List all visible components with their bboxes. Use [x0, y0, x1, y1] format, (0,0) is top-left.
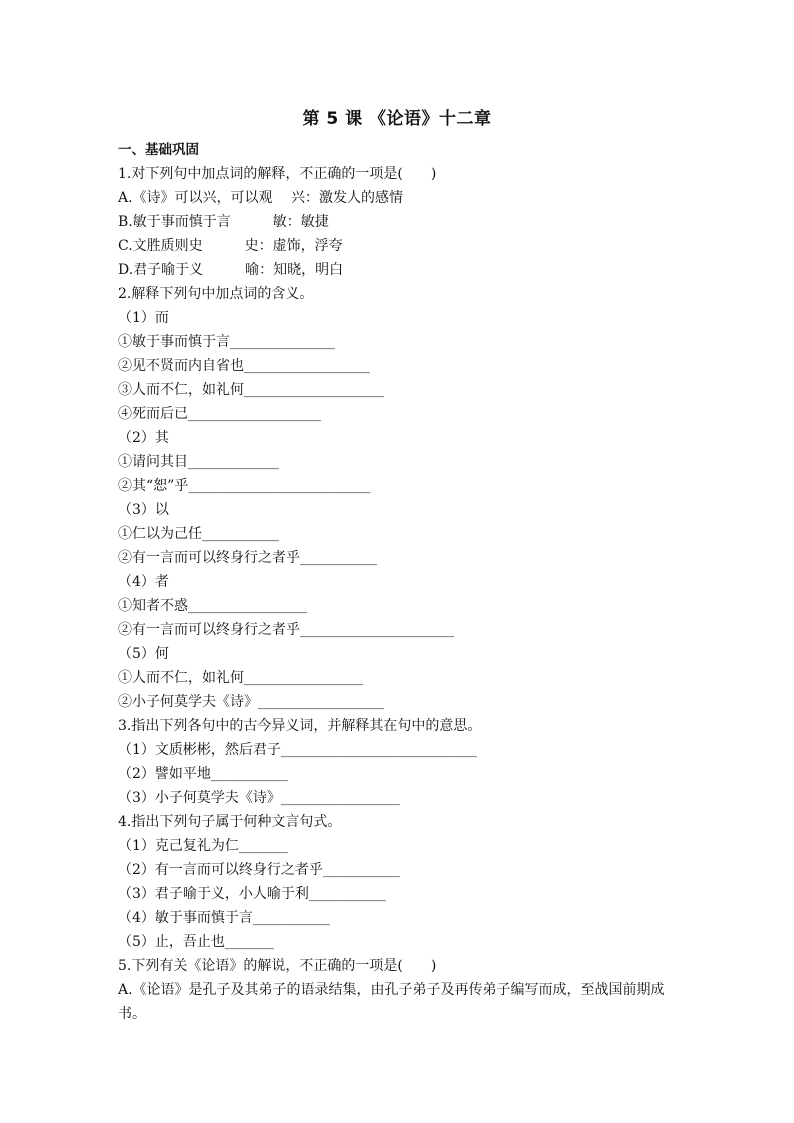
text-line: （3）以 — [118, 502, 169, 518]
text-line: （5）何 — [118, 646, 169, 662]
text-line: ①人而不仁，如礼何_________________ — [118, 670, 363, 686]
text-line: （1）文质彬彬，然后君子____________________________ — [118, 742, 477, 758]
text-line: ①敏于事而慎于言_______________ — [118, 334, 335, 350]
text-line: ②小子何莫学夫《诗》__________________ — [118, 694, 384, 710]
text-line: （1）克己复礼为仁_______ — [118, 838, 288, 854]
text-line: （2）其 — [118, 430, 169, 446]
option-paragraph: A.《论语》是孔子及其弟子的语录结集，由孔子弟子及再传弟子编写而成，至战国前期成书。 — [118, 982, 665, 1022]
text-line: B.敏于事而慎于言 敏：敏捷 — [118, 214, 329, 230]
text-line: ①请问其目_____________ — [118, 454, 279, 470]
text-line: （4）者 — [118, 574, 169, 590]
text-line: 4.指出下列句子属于何种文言句式。 — [118, 814, 342, 830]
page-title: 第 5 课 《论语》十二章 — [302, 109, 492, 129]
text-line: D.君子喻于义 喻：知晓，明白 — [118, 262, 344, 278]
text-line: 1.对下列句中加点词的解释，不正确的一项是( ) — [118, 166, 437, 182]
text-line: ④死而后已___________________ — [118, 406, 321, 422]
text-line: （2）有一言而可以终身行之者乎___________ — [118, 862, 400, 878]
question-lines — [118, 162, 688, 978]
text-line: 3.指出下列各句中的古今异义词，并解释其在句中的意思。 — [118, 718, 482, 734]
text-line: （3）君子喻于义，小人喻于利___________ — [118, 886, 386, 902]
text-line: （5）止，吾止也_______ — [118, 934, 274, 950]
text-line: ②见不贤而内自省也__________________ — [118, 358, 370, 374]
text-line: ②其“恕”乎__________________________ — [118, 478, 371, 494]
text-line: 5.下列有关《论语》的解说，不正确的一项是( ) — [118, 958, 437, 974]
text-line: ①仁以为己任___________ — [118, 526, 279, 542]
text-line: ②有一言而可以终身行之者乎___________ — [118, 550, 377, 566]
text-line: C.文胜质则史 史：虚饰，浮夸 — [118, 238, 343, 254]
text-line: 2.解释下列句中加点词的含义。 — [118, 286, 314, 302]
text-line: ②有一言而可以终身行之者乎______________________ — [118, 622, 454, 638]
text-line: （3）小子何莫学夫《诗》_________________ — [118, 790, 400, 806]
section-heading: 一、基础巩固 — [118, 142, 199, 158]
text-line: ③人而不仁，如礼何____________________ — [118, 382, 384, 398]
text-line: ①知者不惑_________________ — [118, 598, 307, 614]
text-line: （4）敏于事而慎于言___________ — [118, 910, 330, 926]
document-body — [118, 138, 688, 1026]
text-line: （1）而 — [118, 310, 169, 326]
text-line: （2）譬如平地___________ — [118, 766, 288, 782]
text-line: A.《诗》可以兴，可以观 兴：激发人的感情 — [118, 190, 404, 206]
